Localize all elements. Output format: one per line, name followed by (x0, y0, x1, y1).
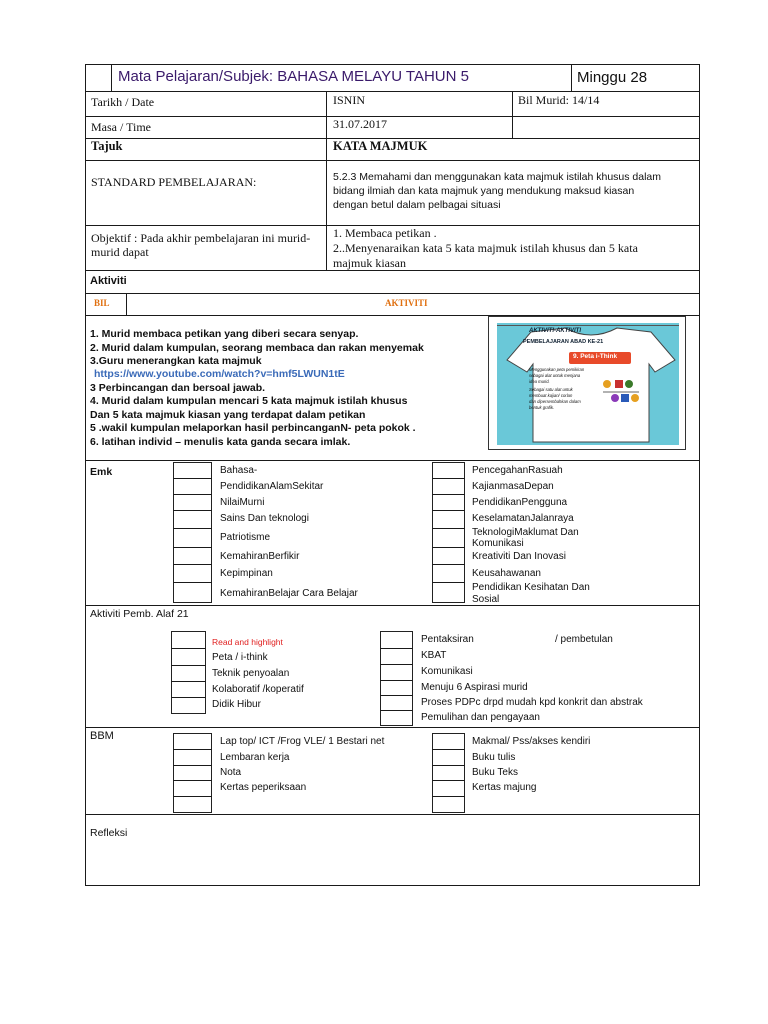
objective-value-line2: 2..Menyenaraikan kata 5 kata majmuk istilah khusus dan 5 kata (333, 241, 638, 255)
list-item: 1. Murid membaca petikan yang diberi secara senyap. (90, 328, 359, 340)
bbm-item: Lap top/ ICT /Frog VLE/ 1 Bestari net (220, 736, 385, 747)
bbm-item: Makmal/ Pss/akses kendiri (472, 736, 591, 747)
topic-label: Tajuk (91, 139, 123, 153)
emk-item: PendidikanAlamSekitar (220, 481, 324, 492)
emk-item: Bahasa- (220, 465, 258, 476)
emk-item: Sosial (472, 594, 500, 605)
emk-item: Kepimpinan (220, 568, 273, 579)
alaf-item: Menuju 6 Aspirasi murid (421, 682, 528, 693)
emk-item: KemahiranBerfikir (220, 551, 300, 562)
emk-item: TeknologiMaklumat Dan (472, 527, 579, 538)
bbm-checkbox-column-right (432, 733, 465, 813)
bbm-item: Buku Teks (472, 767, 518, 778)
standard-value-line1: 5.2.3 Memahami dan menggunakan kata majmuk istilah khusus dalam (333, 171, 662, 183)
standard-value-line3: dengan betul dalam pelbagai situasi (333, 199, 501, 211)
topic-value: KATA MAJMUK (333, 139, 428, 153)
list-item: 6. latihan individ – menulis kata ganda secara imlak. (90, 436, 351, 448)
emk-item: Komunikasi (472, 538, 524, 549)
poster-line: sebagai alat untuk menjana (529, 373, 581, 378)
emk-item: KemahiranBelajar Cara Belajar (220, 588, 358, 599)
emk-label: Emk (90, 466, 113, 478)
poster-line: bentuk grafik. (529, 405, 555, 410)
time-value: 31.07.2017 (333, 117, 387, 131)
poster-header: PEMBELAJARAN ABAD KE-21 (523, 339, 604, 345)
pupil-count: Bil Murid: 14/14 (518, 93, 600, 107)
alaf-label: Aktiviti Pemb. Alaf 21 (90, 608, 189, 620)
poster-line: Sebagai satu alat untuk (529, 387, 573, 392)
date-label: Tarikh / Date (91, 95, 155, 109)
poster-title: 9. Peta i-Think (573, 353, 618, 360)
reflection-label: Refleksi (90, 827, 128, 839)
emk-item: KeselamatanJalanraya (472, 513, 574, 524)
emk-item: Pendidikan Kesihatan Dan (472, 582, 590, 593)
objective-label-line2: murid dapat (91, 245, 149, 259)
video-link[interactable]: https://www.youtube.com/watch?v=hmf5LWUN1tE (94, 368, 345, 380)
read-and-highlight: Read and highlight (212, 637, 283, 647)
alaf-checkbox-column-left (171, 631, 206, 714)
poster-line: Menggunakan peta pemikiran (529, 367, 585, 372)
list-item: 4. Murid dalam kumpulan mencari 5 kata majmuk istilah khusus (90, 395, 408, 407)
alaf-item: Didik Hibur (212, 699, 261, 710)
alaf-item: Komunikasi (421, 666, 473, 677)
bbm-item: Lembaran kerja (220, 752, 290, 763)
emk-item: PendidikanPengguna (472, 497, 568, 508)
list-item: 3.Guru menerangkan kata majmuk (90, 355, 262, 367)
list-item: 3 Perbincangan dan bersoal jawab. (90, 382, 266, 394)
standard-value-line2: bidang ilmiah dan kata majmuk yang mendukung maksud kiasan (333, 185, 635, 197)
date-value: ISNIN (333, 93, 365, 107)
alaf-checkbox-column-right (380, 631, 413, 726)
list-item: Dan 5 kata majmuk kiasan yang terdapat dalam petikan (90, 409, 366, 421)
bbm-item: Kertas peperiksaan (220, 782, 307, 793)
list-item: 2. Murid dalam kumpulan, seorang membaca dan rakan menyemak (90, 342, 424, 354)
poster-top: AKTIVITI-AKTIVITI (529, 328, 581, 334)
bbm-label: BBM (90, 730, 114, 742)
subject-title: Mata Pelajaran/Subjek: BAHASA MELAYU TAHUN 5 (118, 68, 469, 85)
week-label: Minggu 28 (577, 69, 648, 86)
alaf-item: / pembetulan (555, 634, 613, 645)
objective-value-line3: majmuk kiasan (333, 256, 406, 270)
emk-item: Patriotisme (220, 532, 271, 543)
col-aktiviti: AKTIVITI (385, 298, 428, 308)
bbm-checkbox-column-left (173, 733, 212, 813)
poster-line: dan dipersembahkan dalam (529, 399, 581, 404)
emk-item: Keusahawanan (472, 568, 541, 579)
alaf-item: Pemulihan dan pengayaan (421, 712, 540, 723)
emk-item: PencegahanRasuah (472, 465, 563, 476)
alaf-item: Peta / i-think (212, 652, 268, 663)
standard-label: STANDARD PEMBELAJARAN: (91, 175, 257, 189)
ithink-poster (488, 316, 686, 450)
bbm-item: Nota (220, 767, 242, 778)
alaf-item: Teknik penyoalan (212, 668, 290, 679)
objective-label-line1: Objektif : Pada akhir pembelajaran ini murid- (91, 231, 311, 245)
emk-item: Sains Dan teknologi (220, 513, 309, 524)
alaf-item: Proses PDPc drpd mudah kpd konkrit dan abstrak (421, 697, 643, 708)
alaf-item: Kolaboratif /koperatif (212, 684, 304, 695)
alaf-item: Pentaksiran (421, 634, 474, 645)
col-bil: BIL (94, 298, 110, 308)
poster-line: idea murid. (529, 379, 550, 384)
list-item: 5 .wakil kumpulan melaporkan hasil perbincanganN- peta pokok . (90, 422, 416, 434)
poster-line: membuat kajian/ corlan (529, 393, 573, 398)
bbm-item: Buku tulis (472, 752, 516, 763)
emk-item: Kreativiti Dan Inovasi (472, 551, 566, 562)
bbm-item: Kertas majung (472, 782, 537, 793)
emk-item: KajianmasaDepan (472, 481, 554, 492)
activity-heading: Aktiviti (90, 275, 127, 287)
objective-value-line1: 1. Membaca petikan . (333, 226, 437, 240)
time-label: Masa / Time (91, 120, 152, 134)
emk-item: NilaiMurni (220, 497, 265, 508)
alaf-item: KBAT (421, 650, 447, 661)
